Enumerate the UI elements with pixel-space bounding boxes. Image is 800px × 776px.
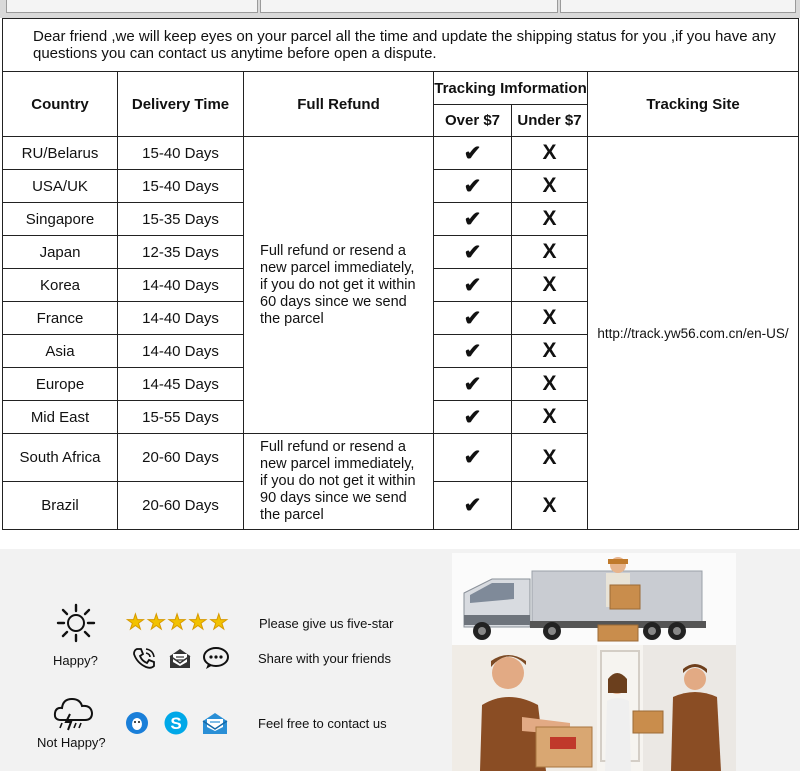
- skype-icon[interactable]: [163, 710, 189, 736]
- x-icon: X: [512, 434, 588, 482]
- x-icon: X: [512, 269, 588, 302]
- delivery-cell: 15-40 Days: [118, 170, 244, 203]
- x-icon: X: [512, 236, 588, 269]
- x-icon: X: [512, 302, 588, 335]
- email-icon[interactable]: [201, 710, 229, 736]
- header-under-7: Under $7: [512, 105, 588, 137]
- check-icon: ✔: [434, 137, 512, 170]
- delivery-cell: 15-35 Days: [118, 203, 244, 236]
- country-cell: Brazil: [3, 482, 118, 530]
- check-icon: ✔: [434, 269, 512, 302]
- header-full-refund: Full Refund: [244, 72, 434, 137]
- delivery-cell: 14-40 Days: [118, 335, 244, 368]
- check-icon: ✔: [434, 434, 512, 482]
- qq-icon[interactable]: [125, 711, 149, 735]
- delivery-cell: 20-60 Days: [118, 482, 244, 530]
- country-cell: Japan: [3, 236, 118, 269]
- refund-90-days: Full refund or resend a new parcel immediately, if you do not get it within 90 days since we send the parcel: [244, 434, 434, 530]
- header-tracking-site: Tracking Site: [588, 72, 799, 137]
- top-browser-strip: [0, 0, 800, 18]
- feedback-section: [0, 549, 800, 771]
- check-icon: ✔: [434, 482, 512, 530]
- truck-image: [452, 553, 736, 649]
- tracking-site-url: http://track.yw56.com.cn/en-US/: [588, 137, 799, 530]
- star-icon: ★: [126, 611, 145, 634]
- refund-60-days: Full refund or resend a new parcel immediately, if you do not get it within 60 days since we send the parcel: [244, 137, 434, 434]
- x-icon: X: [512, 137, 588, 170]
- x-icon: X: [512, 335, 588, 368]
- header-delivery-time: Delivery Time: [118, 72, 244, 137]
- svg-text:S: S: [170, 714, 182, 733]
- check-icon: ✔: [434, 302, 512, 335]
- x-icon: X: [512, 170, 588, 203]
- not-happy-label: Not Happy?: [37, 735, 106, 750]
- five-star-text: Please give us five-star: [259, 616, 394, 631]
- x-icon: X: [512, 368, 588, 401]
- header-tracking-information: Tracking Imformation: [434, 72, 588, 105]
- header-over-7: Over $7: [434, 105, 512, 137]
- country-cell: Europe: [3, 368, 118, 401]
- delivery-cell: 14-40 Days: [118, 302, 244, 335]
- country-cell: Singapore: [3, 203, 118, 236]
- delivery-cell: 14-45 Days: [118, 368, 244, 401]
- delivery-cell: 20-60 Days: [118, 434, 244, 482]
- x-icon: X: [512, 482, 588, 530]
- mail-icon[interactable]: [168, 646, 192, 670]
- country-cell: USA/UK: [3, 170, 118, 203]
- doorstep-delivery-photo: [597, 645, 736, 771]
- check-icon: ✔: [434, 170, 512, 203]
- x-icon: X: [512, 401, 588, 434]
- chat-icon[interactable]: [202, 646, 230, 670]
- intro-text: Dear friend ,we will keep eyes on your parcel all the time and update the shipping status for you ,if you have any questions you can contact us anytime before open a dispute.: [3, 19, 799, 72]
- country-cell: France: [3, 302, 118, 335]
- check-icon: ✔: [434, 236, 512, 269]
- delivery-cell: 14-40 Days: [118, 269, 244, 302]
- sun-icon: [56, 603, 96, 643]
- x-icon: X: [512, 203, 588, 236]
- check-icon: ✔: [434, 203, 512, 236]
- star-icon: ★: [209, 611, 229, 634]
- star-icon: ★: [188, 611, 208, 634]
- country-cell: Mid East: [3, 401, 118, 434]
- top-strip-cell: [560, 0, 796, 13]
- shipping-table-container: [2, 18, 798, 530]
- country-cell: Asia: [3, 335, 118, 368]
- happy-label: Happy?: [53, 653, 98, 668]
- shipping-table: [2, 18, 799, 530]
- delivery-cell: 15-55 Days: [118, 401, 244, 434]
- country-cell: Korea: [3, 269, 118, 302]
- star-icon: ★: [146, 611, 166, 634]
- star-icon: ★: [167, 611, 187, 634]
- top-strip-cell: [6, 0, 258, 13]
- storm-cloud-icon: [52, 694, 96, 732]
- check-icon: ✔: [434, 368, 512, 401]
- country-cell: RU/Belarus: [3, 137, 118, 170]
- delivery-cell: 15-40 Days: [118, 137, 244, 170]
- share-text: Share with your friends: [258, 651, 391, 666]
- contact-text: Feel free to contact us: [258, 716, 387, 731]
- delivery-cell: 12-35 Days: [118, 236, 244, 269]
- country-cell: South Africa: [3, 434, 118, 482]
- phone-icon[interactable]: [131, 646, 157, 670]
- five-star-rating[interactable]: [126, 610, 228, 635]
- header-country: Country: [3, 72, 118, 137]
- courier-photo: [452, 645, 597, 771]
- check-icon: ✔: [434, 335, 512, 368]
- top-strip-cell: [260, 0, 558, 13]
- check-icon: ✔: [434, 401, 512, 434]
